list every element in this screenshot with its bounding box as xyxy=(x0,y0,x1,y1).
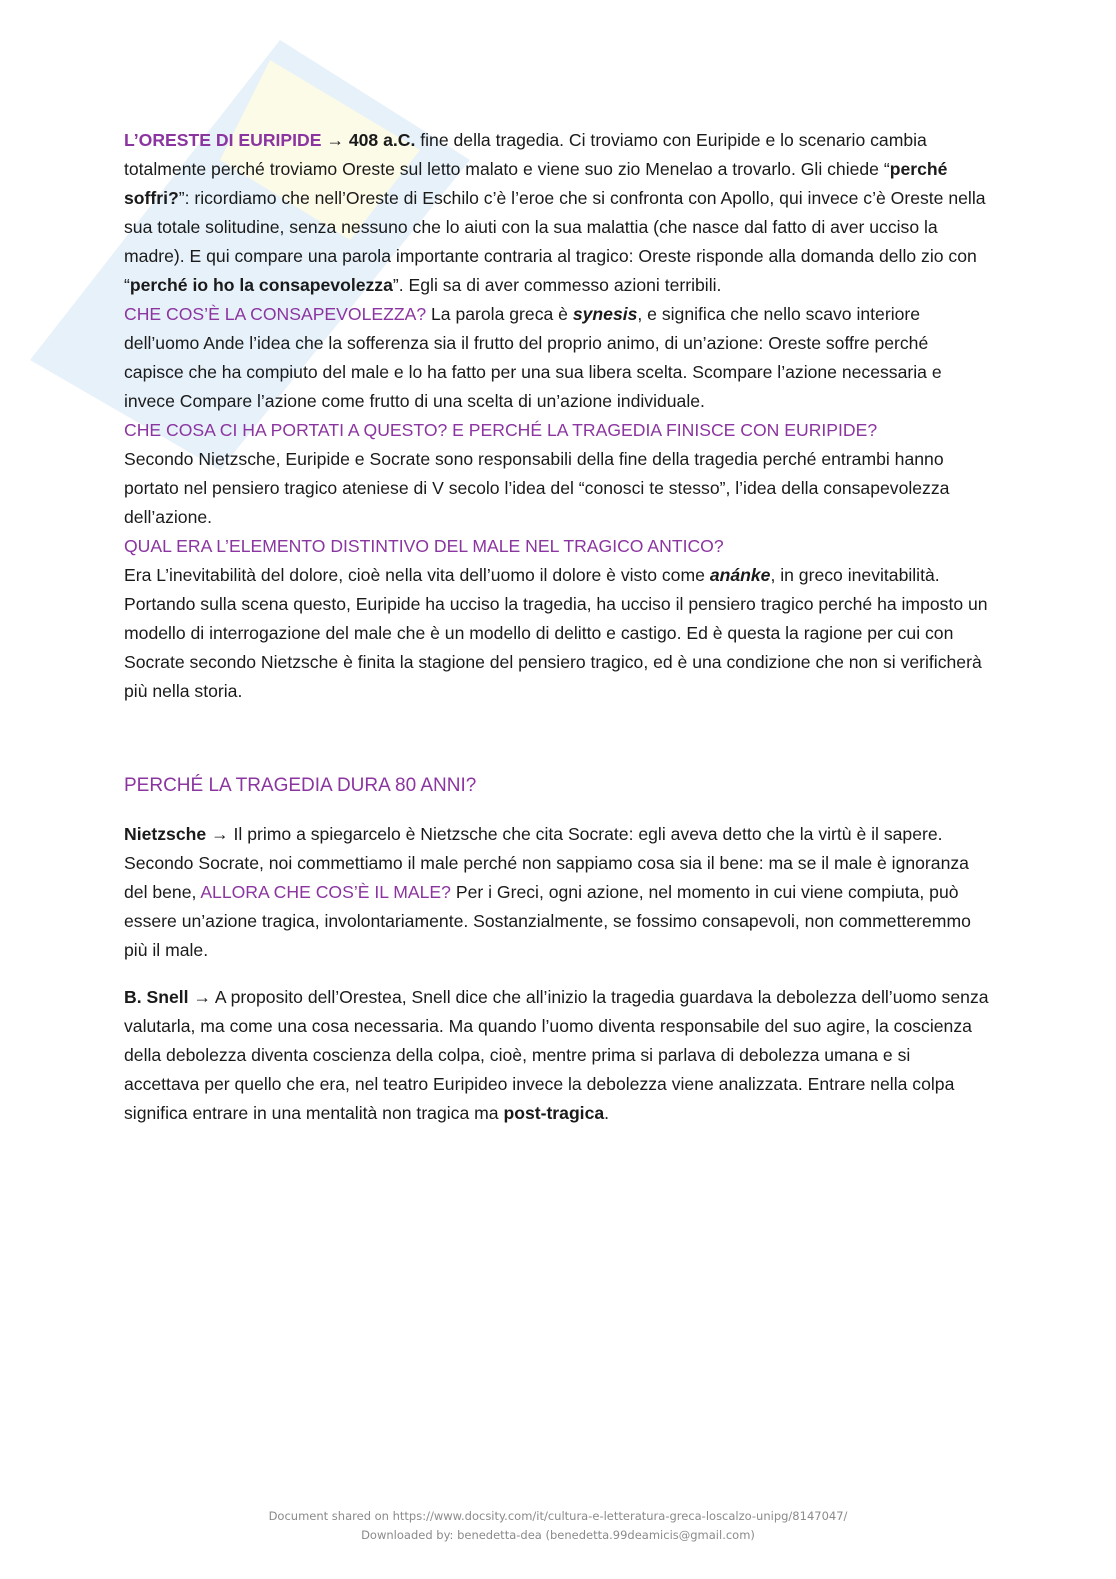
arrow-icon: → xyxy=(193,987,212,1007)
term-synesis: synesis xyxy=(572,304,638,324)
footer-shared-link: Document shared on https://www.docsity.com/it/cultura-e-letteratura-greca-loscalzo-unipg/8147047/ xyxy=(268,1509,848,1523)
question-male: ALLORA CHE COS’È IL MALE? xyxy=(200,882,451,902)
heading-elemento-distintivo: QUAL ERA L’ELEMENTO DISTINTIVO DEL MALE NEL TRAGICO ANTICO? xyxy=(124,536,724,556)
heading-consapevolezza: CHE COS’È LA CONSAPEVOLEZZA? xyxy=(124,304,427,324)
paragraph-consapevolezza: CHE COS’È LA CONSAPEVOLEZZA? La parola greca è synesis, e significa che nello scavo interiore dell’uomo Ande l’idea che la sofferenza sia il frutto del proprio animo, di un’azione: Oreste soffre perché capisce che ha compiuto del male e lo ha fatto per una sua libera scelta. Scompare l’azione necessaria e invece Compare l’azione come frutto di una scelta di un’azione individuale. xyxy=(124,304,942,411)
quote-bold: perché io ho la consapevolezza xyxy=(129,275,393,295)
paragraph-nietzsche: Nietzsche → Il primo a spiegarcelo è Nietzsche che cita Socrate: egli aveva detto che la virtù è il sapere. Secondo Socrate, noi commettiamo il male perché non sappiamo cosa sia il bene: ma se il male è ignoranza del bene, ALLORA CHE COS’È IL MALE? Per i Greci, ogni azione, nel momento in cui viene compiuta, può essere un’azione tragica, involontariamente. Sostanzialmente, se fossimo consapevoli, non commetteremmo più il male. xyxy=(124,824,971,960)
document-body xyxy=(124,126,990,1128)
paragraph-oreste-euripide: L’ORESTE DI EURIPIDE → 408 a.C. fine della tragedia. Ci troviamo con Euripide e lo scenario cambia totalmente perché troviamo Oreste sul letto malato e viene suo zio Menelao a trovarlo. Gli chiede “perché soffri?”: ricordiamo che nell’Oreste di Eschilo c’è l’eroe che si confronta con Apollo, qui invece c’è Oreste nella sua totale solitudine, senza nessuno che lo aiuti con la sua malattia (che nasce dal fatto di aver ucciso la madre). E qui compare una parola importante contraria al tragico: Oreste risponde alla domanda dello zio con “perché io ho la consapevolezza”. Egli sa di aver commesso azioni terribili. xyxy=(124,130,986,295)
paragraph-ananke: Era L’inevitabilità del dolore, cioè nella vita dell’uomo il dolore è visto come anánke, in greco inevitabilità. Portando sulla scena questo, Euripide ha ucciso la tragedia, ha ucciso il pensiero tragico perché ha imposto un modello di interrogazione del male che è un modello di delitto e castigo. Ed è questa la ragione per cui con Socrate secondo Nietzsche è finita la stagione del pensiero tragico, ed è una condizione che non si verificherà più nella storia. xyxy=(124,565,988,701)
footer-downloaded-by: Downloaded by: benedetta-dea (benedetta.99deamicis@gmail.com) xyxy=(361,1528,755,1542)
date-bold: 408 a.C. xyxy=(348,130,416,150)
paragraph-snell: B. Snell → A proposito dell’Orestea, Snell dice che all’inizio la tragedia guardava la debolezza dell’uomo senza valutarla, ma come una cosa necessaria. Ma quando l’uomo diventa responsabile del suo agire, la coscienza della debolezza diventa coscienza della colpa, cioè, mentre prima si parlava di debolezza umana e si accettava per quello che era, nel teatro Euripideo invece la debolezza viene analizzata. Entrare nella colpa significa entrare in una mentalità non tragica ma post-tragica. xyxy=(124,987,989,1123)
term-post-tragica: post-tragica xyxy=(503,1103,605,1123)
heading-oreste-euripide: L’ORESTE DI EURIPIDE xyxy=(124,130,322,150)
author-nietzsche: Nietzsche xyxy=(124,824,207,844)
arrow-icon: → xyxy=(211,824,229,844)
term-ananke: anánke xyxy=(709,565,771,585)
author-snell: B. Snell xyxy=(124,987,189,1007)
section-title: PERCHÉ LA TRAGEDIA DURA 80 ANNI? xyxy=(124,775,477,796)
quote-bold: perché soffri? xyxy=(124,159,948,208)
heading-tragedia-finisce: CHE COSA CI HA PORTATI A QUESTO? E PERCHÉ LA TRAGEDIA FINISCE CON EURIPIDE? xyxy=(124,420,878,440)
paragraph-nietzsche-socrate: Secondo Nietzsche, Euripide e Socrate sono responsabili della fine della tragedia perché entrambi hanno portato nel pensiero tragico ateniese di V secolo l’idea del “conosci te stesso”, l’idea della consapevolezza dell’azione. xyxy=(124,449,950,527)
arrow-icon: → xyxy=(326,130,344,150)
